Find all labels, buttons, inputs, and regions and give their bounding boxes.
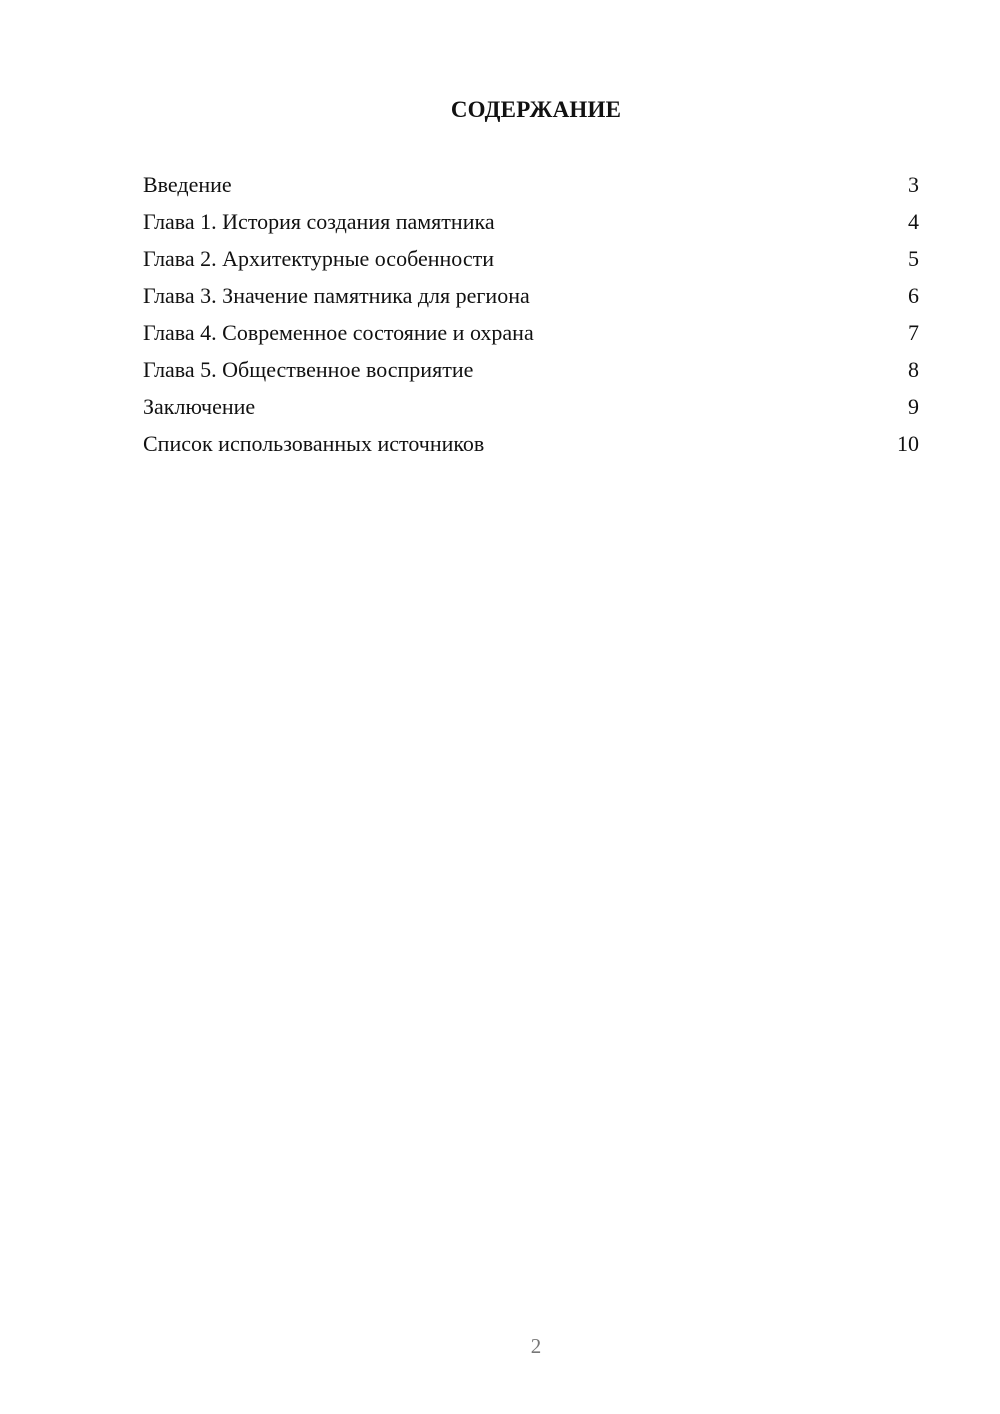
toc-entry-references xyxy=(143,429,919,466)
toc-entry-conclusion xyxy=(143,392,919,429)
toc-entry-page: 5 xyxy=(908,246,919,271)
toc-entry-label: Глава 3. Значение памятника для региона xyxy=(143,283,530,308)
toc-entry-page: 9 xyxy=(908,394,919,419)
toc-entry-chapter-1 xyxy=(143,207,919,244)
toc-entry-introduction xyxy=(143,170,919,207)
toc-entry-chapter-4 xyxy=(143,318,919,355)
toc-entry-page: 4 xyxy=(908,209,919,234)
toc-title: СОДЕРЖАНИЕ xyxy=(450,97,622,122)
toc-entry-label: Глава 5. Общественное восприятие xyxy=(143,357,474,382)
toc-entry-page: 6 xyxy=(908,283,919,308)
toc-entry-label: Введение xyxy=(143,172,232,197)
toc-entry-page: 10 xyxy=(897,431,919,456)
toc-entry-label: Глава 4. Современное состояние и охрана xyxy=(143,320,534,345)
toc-entry-page: 7 xyxy=(908,320,919,345)
toc-entry-label: Глава 2. Архитектурные особенности xyxy=(143,246,494,271)
toc-entry-chapter-3 xyxy=(143,281,919,318)
toc-entry-chapter-2 xyxy=(143,244,919,281)
table-of-contents xyxy=(143,170,919,466)
page-number: 2 xyxy=(530,1334,542,1358)
toc-entry-label: Глава 1. История создания памятника xyxy=(143,209,495,234)
toc-entry-label: Список использованных источников xyxy=(143,431,485,456)
toc-entry-page: 3 xyxy=(908,172,919,197)
toc-entry-page: 8 xyxy=(908,357,919,382)
toc-entry-label: Заключение xyxy=(143,394,256,419)
toc-entry-chapter-5 xyxy=(143,355,919,392)
